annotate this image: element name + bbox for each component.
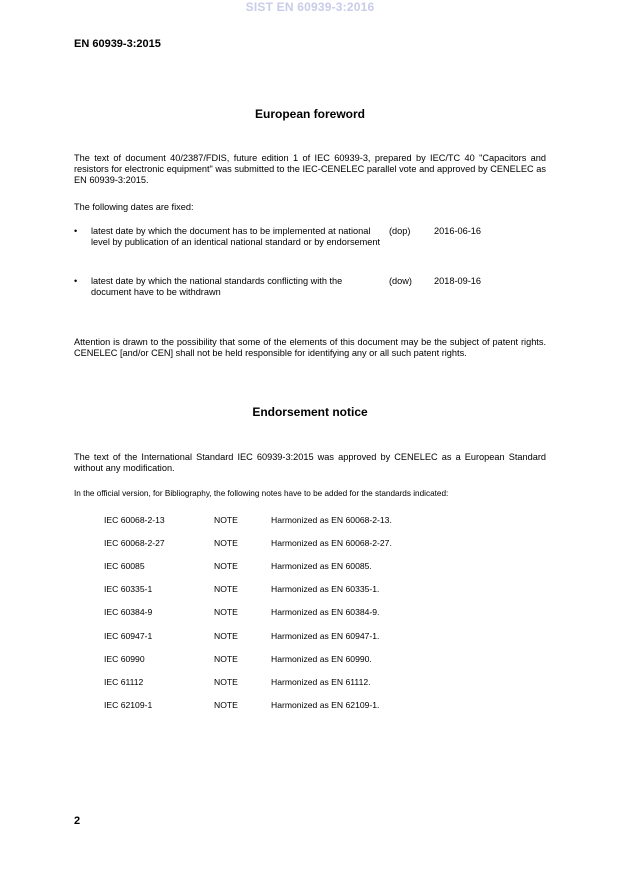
bibliography-note: In the official version, for Bibliography, the following notes have to be added for the standards indicated:	[74, 489, 449, 498]
bullet-icon: •	[74, 276, 78, 286]
standard-harmonized: Harmonized as EN 60990.	[271, 654, 372, 664]
standard-id: IEC 60947-1	[104, 631, 153, 641]
standard-harmonized: Harmonized as EN 60085.	[271, 561, 372, 571]
endorsement-text: The text of the International Standard IEC 60939-3:2015 was approved by CENELEC as a European Standard without any modification.	[74, 452, 546, 474]
date-item-text: latest date by which the document has to be implemented at national level by publication of an identical national standard or by endorsement	[91, 226, 381, 248]
date-item-text: latest date by which the national standards conflicting with the document have to be withdrawn	[91, 276, 343, 298]
standard-id: IEC 60384-9	[104, 607, 153, 617]
standard-note: NOTE	[214, 561, 238, 571]
standard-note: NOTE	[214, 538, 238, 548]
standard-id: IEC 60085	[104, 561, 145, 571]
standard-note: NOTE	[214, 631, 238, 641]
standard-harmonized: Harmonized as EN 60947-1.	[271, 631, 380, 641]
standard-harmonized: Harmonized as EN 62109-1.	[271, 700, 380, 710]
standard-note: NOTE	[214, 515, 238, 525]
standard-id: IEC 60068-2-27	[104, 538, 165, 548]
endorsement-title: Endorsement notice	[252, 405, 368, 419]
date-item-dow	[74, 276, 546, 300]
standard-harmonized: Harmonized as EN 60335-1.	[271, 584, 380, 594]
standard-harmonized: Harmonized as EN 61112.	[271, 677, 371, 687]
standard-harmonized: Harmonized as EN 60068-2-27.	[271, 538, 392, 548]
standard-harmonized: Harmonized as EN 60384-9.	[271, 607, 380, 617]
date-item-date: 2016-06-16	[434, 226, 481, 236]
bullet-icon: •	[74, 226, 78, 236]
attention-paragraph: Attention is drawn to the possibility that some of the elements of this document may be the subject of patent rights. CENELEC [and/or CEN] shall not be held responsible for identifying any or all such patent rights.	[74, 337, 546, 359]
watermark: SIST EN 60939-3:2016	[245, 0, 375, 14]
page-number: 2	[74, 815, 81, 827]
standard-id: IEC 60335-1	[104, 584, 153, 594]
standard-id: IEC 60068-2-13	[104, 515, 165, 525]
foreword-intro: The text of document 40/2387/FDIS, future edition 1 of IEC 60939-3, prepared by IEC/TC 40 "Capacitors and resistors for electronic equipment" was submitted to the IEC-CENELEC parallel vote and approved by CENELEC as EN 60939-3:2015.	[74, 153, 546, 186]
standard-note: NOTE	[214, 654, 238, 664]
standard-id: IEC 62109-1	[104, 700, 153, 710]
foreword-title: European foreword	[254, 107, 365, 121]
date-item-dop	[74, 226, 546, 262]
standard-note: NOTE	[214, 607, 238, 617]
standard-id: IEC 60990	[104, 654, 145, 664]
standard-note: NOTE	[214, 677, 238, 687]
date-item-abbr: (dop)	[389, 226, 411, 236]
dates-intro: The following dates are fixed:	[74, 202, 194, 212]
standard-id: IEC 61112	[104, 677, 144, 687]
date-item-date: 2018-09-16	[434, 276, 481, 286]
standard-note: NOTE	[214, 584, 238, 594]
date-item-abbr: (dow)	[389, 276, 412, 286]
standard-harmonized: Harmonized as EN 60068-2-13.	[271, 515, 392, 525]
document-id: EN 60939-3:2015	[74, 38, 161, 50]
standard-note: NOTE	[214, 700, 238, 710]
